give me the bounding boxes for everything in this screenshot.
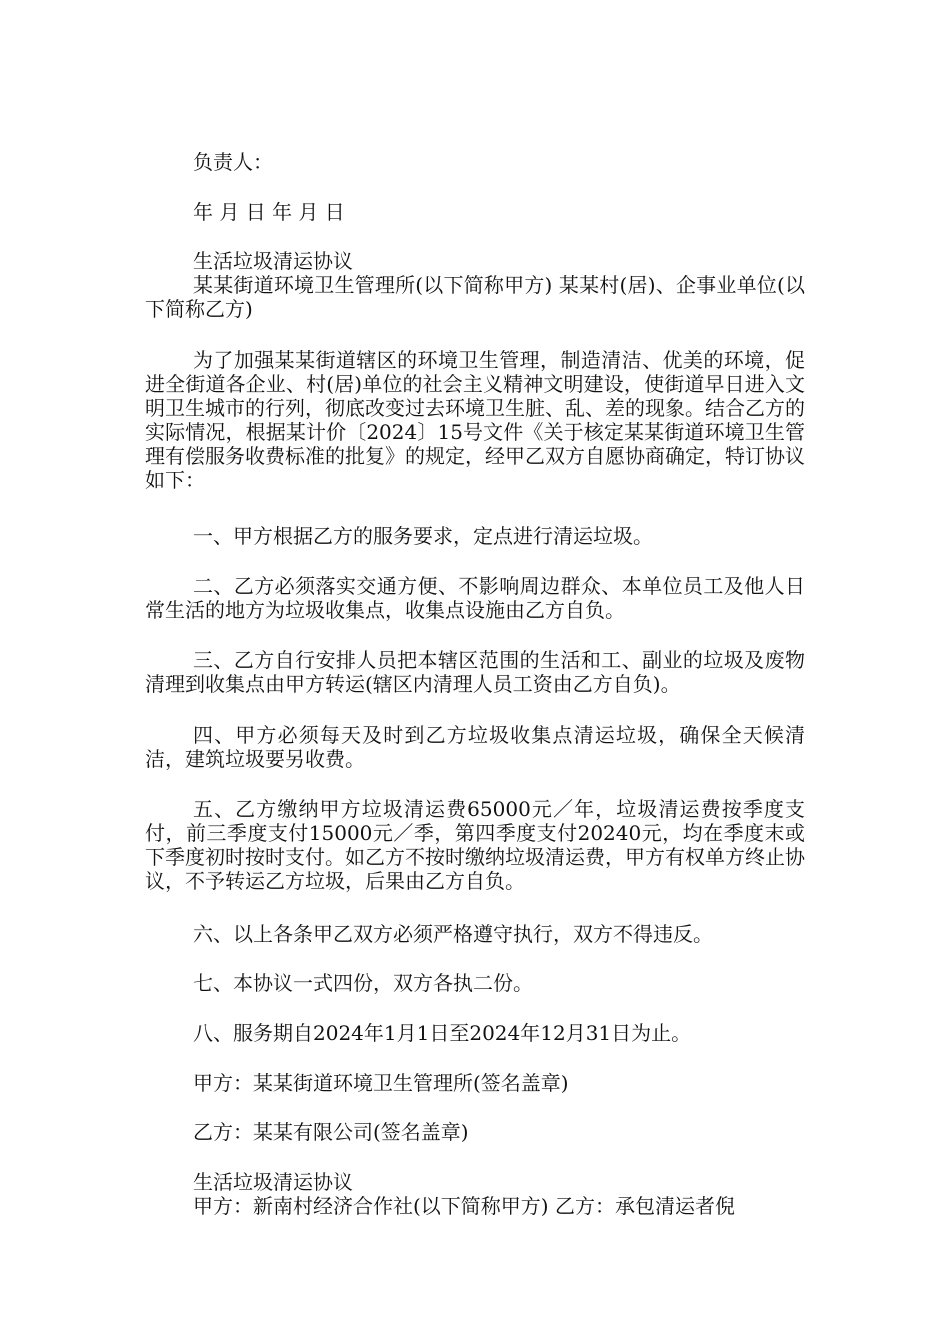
header-person: 负责人： [193, 150, 273, 174]
date-line: 年 月 日 年 月 日 [193, 200, 345, 224]
parties-paragraph: 某某街道环境卫生管理所(以下简称甲方) 某某村(居)、企事业单位(以下简称乙方) [145, 273, 805, 321]
party-a-signature: 甲方：某某街道环境卫生管理所(签名盖章) [193, 1071, 569, 1095]
clause-8: 八、服务期自2024年1月1日至2024年12月31日为止。 [193, 1021, 692, 1045]
clause-4: 四、甲方必须每天及时到乙方垃圾收集点清运垃圾，确保全天候清洁，建筑垃圾要另收费。 [145, 723, 805, 771]
clause-1: 一、甲方根据乙方的服务要求，定点进行清运垃圾。 [193, 524, 653, 548]
document-page [145, 0, 805, 1344]
agreement-title: 生活垃圾清运协议 [193, 249, 353, 273]
intro-paragraph: 为了加强某某街道辖区的环境卫生管理，制造清洁、优美的环境，促进全街道各企业、村(居)单位的社会主义精神文明建设，使街道早日进入文明卫生城市的行列，彻底改变过去环境卫生脏、乱、差的现象。结合乙方的实际情况，根据某计价〔2024〕15号文件《关于核定某某街道环境卫生管理有偿服务收费标准的批复》的规定，经甲乙双方自愿协商确定，特订协议如下： [145, 348, 805, 492]
clause-2: 二、乙方必须落实交通方便、不影响周边群众、本单位员工及他人日常生活的地方为垃圾收集点，收集点设施由乙方自负。 [145, 574, 805, 622]
clause-3: 三、乙方自行安排人员把本辖区范围的生活和工、副业的垃圾及废物清理到收集点由甲方转运(辖区内清理人员工资由乙方自负)。 [145, 648, 805, 696]
parties-paragraph-2: 甲方：新南村经济合作社(以下简称甲方) 乙方：承包清运者倪 [193, 1194, 735, 1218]
clause-7: 七、本协议一式四份，双方各执二份。 [193, 971, 533, 995]
party-b-signature: 乙方：某某有限公司(签名盖章) [193, 1120, 469, 1144]
clause-6: 六、以上各条甲乙双方必须严格遵守执行，双方不得违反。 [193, 922, 713, 946]
agreement-title-2: 生活垃圾清运协议 [193, 1170, 353, 1194]
clause-5: 五、乙方缴纳甲方垃圾清运费65000元／年，垃圾清运费按季度支付，前三季度支付15000元／季，第四季度支付20240元，均在季度末或下季度初时按时支付。如乙方不按时缴纳垃圾清运费，甲方有权单方终止协议，不予转运乙方垃圾，后果由乙方自负。 [145, 797, 805, 893]
